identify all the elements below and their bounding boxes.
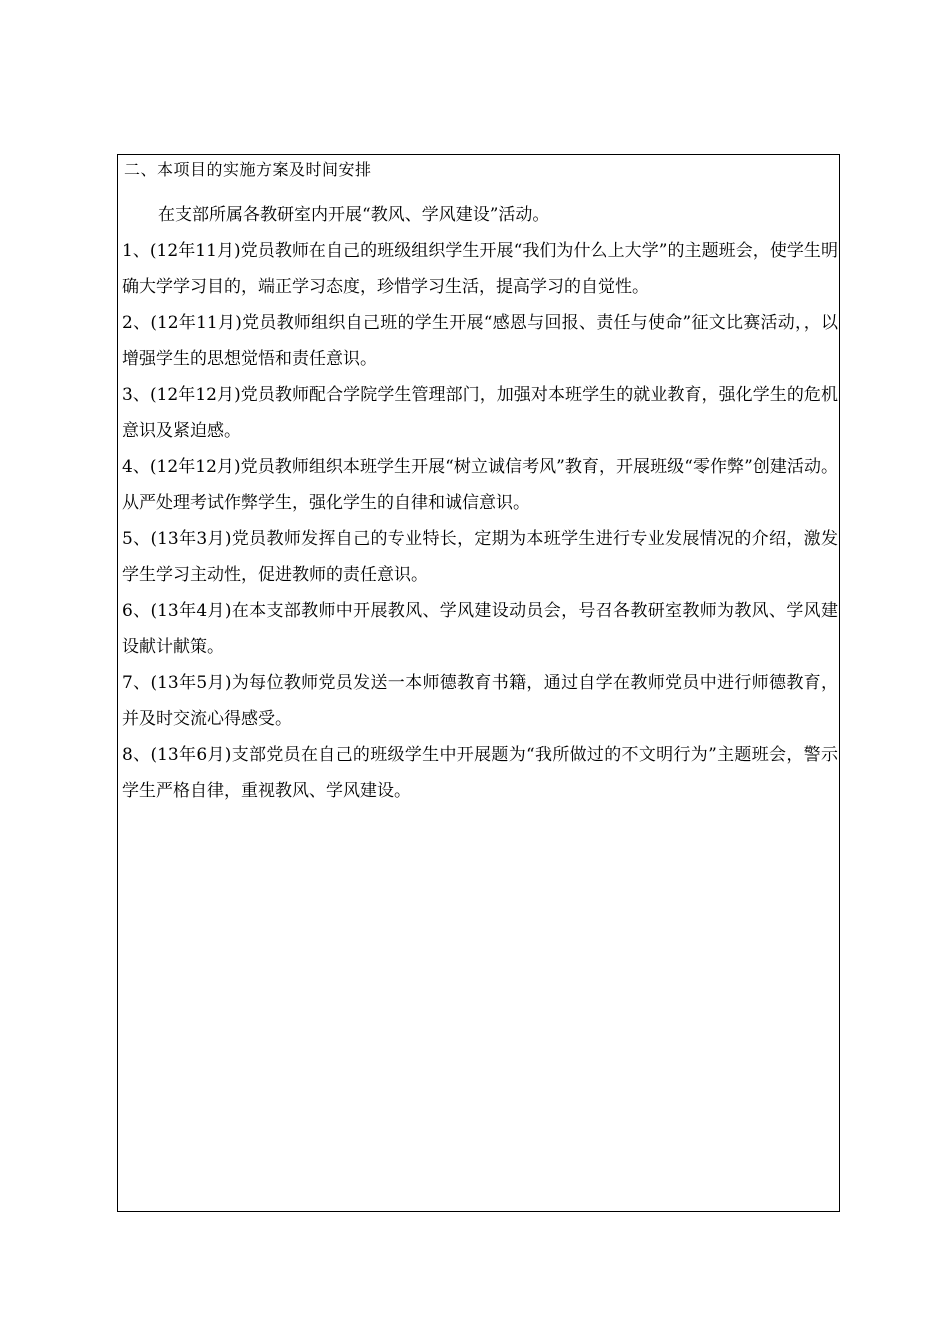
plan-item-6: 6、(13年4月)在本支部教师中开展教风、学风建设动员会，号召各教研室教师为教风、学风建设献计献策。 [122, 601, 838, 657]
plan-table-cell [117, 154, 840, 1212]
plan-item-7: 7、(13年5月)为每位教师党员发送一本师德教育书籍，通过自学在教师党员中进行师德教育，并及时交流心得感受。 [122, 673, 838, 729]
plan-item-2: 2、(12年11月)党员教师组织自己班的学生开展“感恩与回报、责任与使命”征文比赛活动，，以增强学生的思想觉悟和责任意识。 [122, 313, 838, 369]
plan-item-4: 4、(12年12月)党员教师组织本班学生开展“树立诚信考风”教育，开展班级“零作弊”创建活动。从严处理考试作弊学生，强化学生的自律和诚信意识。 [122, 457, 838, 513]
plan-item-5: 5、(13年3月)党员教师发挥自己的专业特长，定期为本班学生进行专业发展情况的介绍，激发学生学习主动性，促进教师的责任意识。 [122, 529, 838, 585]
plan-item-8: 8、(13年6月)支部党员在自己的班级学生中开展题为“我所做过的不文明行为”主题班会，警示学生严格自律，重视教风、学风建设。 [122, 745, 838, 801]
section-content [122, 197, 838, 809]
plan-item-3: 3、(12年12月)党员教师配合学院学生管理部门，加强对本班学生的就业教育，强化学生的危机意识及紧迫感。 [122, 385, 838, 441]
section-heading: 二、本项目的实施方案及时间安排 [124, 160, 372, 179]
intro-paragraph: 在支部所属各教研室内开展“教风、学风建设”活动。 [158, 205, 550, 225]
plan-item-1: 1、(12年11月)党员教师在自己的班级组织学生开展“我们为什么上大学”的主题班会，使学生明确大学学习目的，端正学习态度，珍惜学习生活，提高学习的自觉性。 [122, 241, 838, 297]
